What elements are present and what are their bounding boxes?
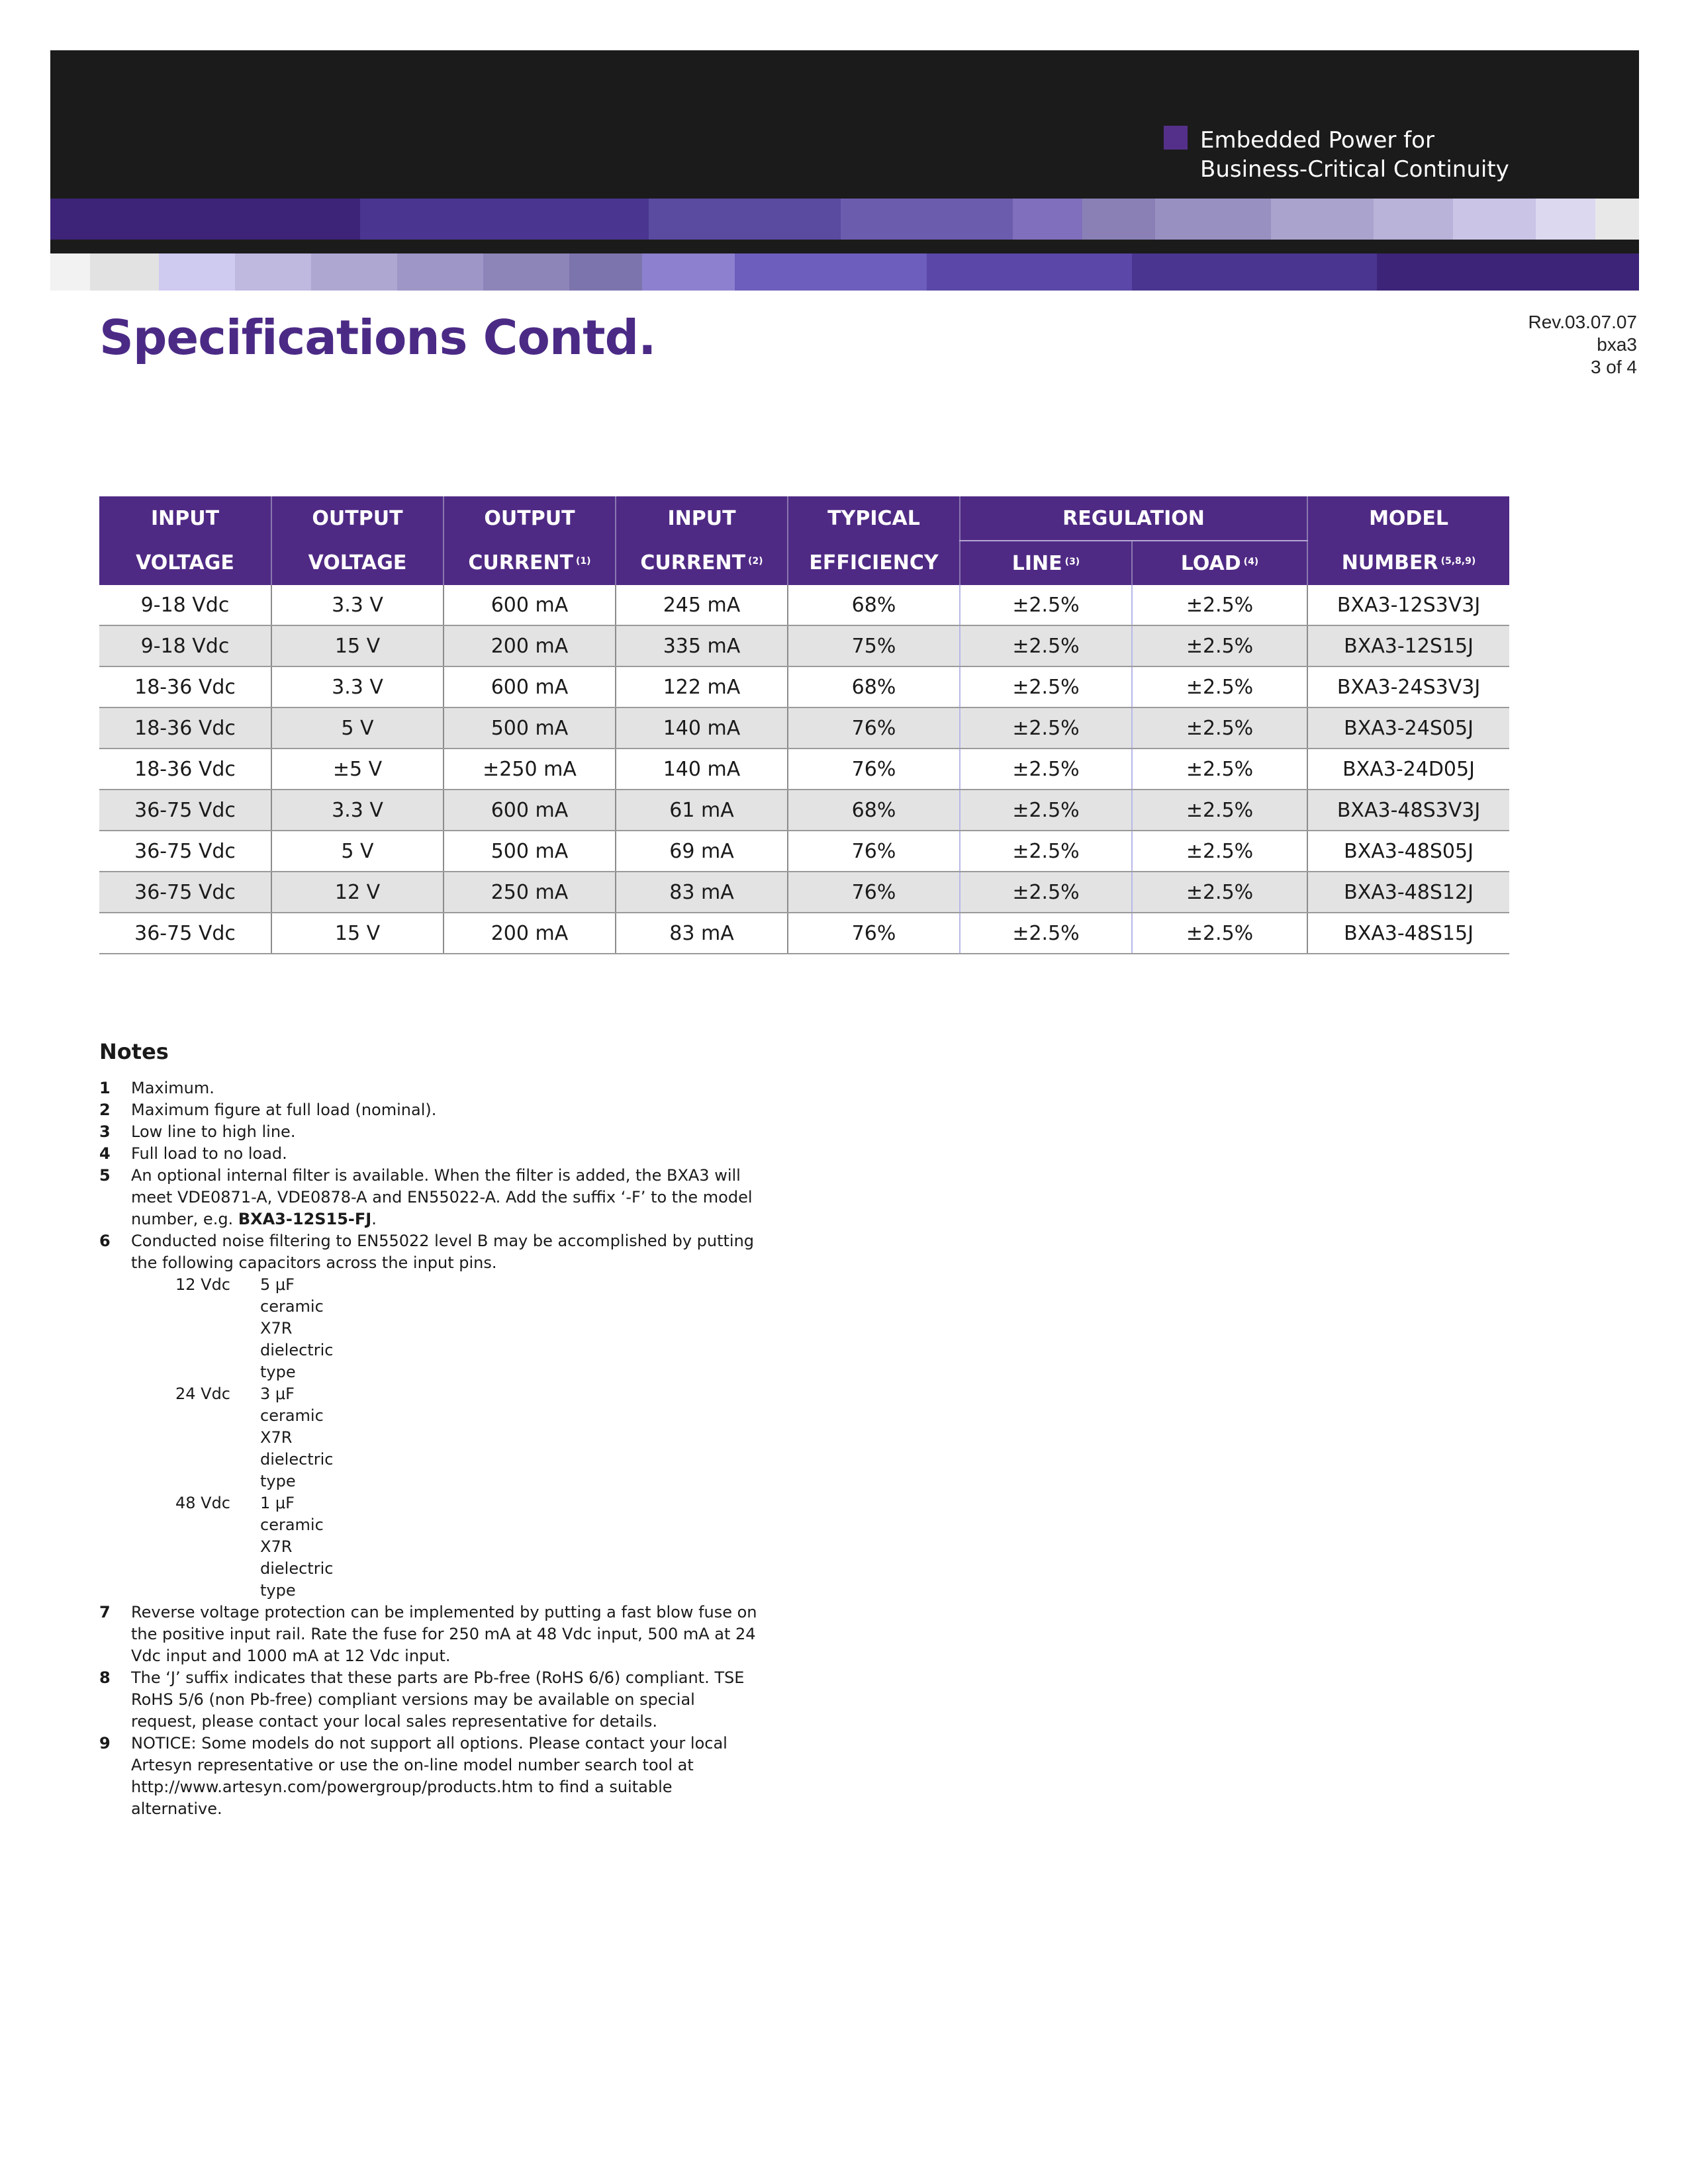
page-title: Specifications Contd. (99, 310, 656, 365)
note-item: 9 NOTICE: Some models do not support all options. Please contact your local Artesyn representative or use the on-line model number search tool at http://www.artesyn.com/powergroup/products.htm to find a suitable alternative. (99, 1734, 727, 1818)
table-cell: 500 mA (444, 707, 616, 749)
table-cell: 335 mA (616, 625, 788, 666)
header-current: CURRENT $^{(2)}$ (616, 541, 788, 585)
table-cell: ±2.5% (1132, 666, 1307, 707)
table-cell: 200 mA (444, 625, 616, 666)
header-input: INPUT (99, 496, 271, 541)
table-cell: BXA3-12S15J (1307, 625, 1509, 666)
table-cell: 76% (788, 749, 960, 790)
document-id: bxa3 (1597, 334, 1637, 355)
table-row (99, 749, 1509, 790)
table-cell: BXA3-24S05J (1307, 707, 1509, 749)
table-cell: 76% (788, 707, 960, 749)
table-cell: ±2.5% (960, 790, 1132, 831)
note-item: 4 Full load to no load. (99, 1144, 287, 1163)
table-cell: 69 mA (616, 831, 788, 872)
notes-list (99, 1077, 761, 1820)
table-cell: 15 V (271, 913, 444, 954)
table-cell: 68% (788, 585, 960, 625)
header-model: MODEL (1307, 496, 1509, 541)
table-cell: ±2.5% (960, 749, 1132, 790)
tagline (1200, 126, 1571, 184)
note-ref: (5,8,9) (1440, 556, 1476, 567)
note-ref: (4) (1243, 556, 1259, 567)
table-header-row-1 (99, 496, 1509, 541)
header-current: CURRENT $^{(1)}$ (444, 541, 616, 585)
table-cell: 61 mA (616, 790, 788, 831)
table-cell: 18-36 Vdc (99, 707, 271, 749)
header-output: OUTPUT (444, 496, 616, 541)
table-cell: 36-75 Vdc (99, 790, 271, 831)
table-row (99, 666, 1509, 707)
table-cell: 15 V (271, 625, 444, 666)
table-cell: 250 mA (444, 872, 616, 913)
table-cell: 68% (788, 790, 960, 831)
table-row (99, 625, 1509, 666)
table-cell: 500 mA (444, 831, 616, 872)
capacitor-row: 48 Vdc 1 μF ceramic X7R dielectric type (175, 1494, 334, 1600)
table-cell: 3.3 V (271, 666, 444, 707)
table-cell: ±2.5% (1132, 872, 1307, 913)
table-cell: BXA3-48S05J (1307, 831, 1509, 872)
table-cell: 68% (788, 666, 960, 707)
specifications-table (99, 496, 1509, 954)
table-cell: 9-18 Vdc (99, 625, 271, 666)
table-cell: ±2.5% (960, 585, 1132, 625)
table-cell: 36-75 Vdc (99, 872, 271, 913)
table-cell: ±2.5% (1132, 625, 1307, 666)
table-cell: 5 V (271, 707, 444, 749)
header-voltage: VOLTAGE (271, 541, 444, 585)
table-cell: 3.3 V (271, 585, 444, 625)
table-cell: 140 mA (616, 707, 788, 749)
table-cell: 75% (788, 625, 960, 666)
note-item: 5 An optional internal filter is available. When the filter is added, the BXA3 will meet VDE0871-A, VDE0878-A and EN55022-A. Add the suffix ‘-F’ to the model number, e.g. BXA3-12S15-FJ. (99, 1166, 753, 1228)
table-cell: 600 mA (444, 666, 616, 707)
header-typical: TYPICAL (788, 496, 960, 541)
table-cell: ±2.5% (1132, 749, 1307, 790)
header-number: NUMBER $^{(5,8,9)}$ (1307, 541, 1509, 585)
table-cell: 36-75 Vdc (99, 913, 271, 954)
capacitor-row: 12 Vdc 5 μF ceramic X7R dielectric type (175, 1275, 334, 1381)
header-voltage: VOLTAGE (99, 541, 271, 585)
table-cell: BXA3-24D05J (1307, 749, 1509, 790)
capacitor-table (131, 1274, 761, 1602)
tagline-line-1: Embedded Power for (1200, 127, 1434, 154)
stripe-separator (50, 240, 1639, 253)
note-item: 6 Conducted noise filtering to EN55022 level B may be accomplished by putting the following capacitors across the input pins. 12 Vdc 5 μF ceramic X7R dielectric type 24 Vdc 3 μF ceramic X7R dielectric type 48 Vdc 1 μF ceramic X7R dielectric type (99, 1230, 761, 1602)
table-cell: ±250 mA (444, 749, 616, 790)
table-cell: ±2.5% (960, 831, 1132, 872)
table-cell: ±2.5% (960, 666, 1132, 707)
table-cell: 5 V (271, 831, 444, 872)
tagline-line-2: Business-Critical Continuity (1200, 156, 1509, 183)
note-ref: (1) (576, 556, 591, 567)
note-item: 8 The ‘J’ suffix indicates that these parts are Pb-free (RoHS 6/6) compliant. TSE RoHS 5/6 (non Pb-free) compliant versions may be available on special request, please contact your local sales representative for details. (99, 1668, 745, 1731)
table-cell: ±2.5% (960, 625, 1132, 666)
revision-number: Rev.03.07.07 (1528, 312, 1637, 332)
note-item: 7 Reverse voltage protection can be implemented by putting a fast blow fuse on the positive input rail. Rate the fuse for 250 mA at 48 Vdc input, 500 mA at 24 Vdc input and 1000 mA at 12 Vdc input. (99, 1603, 757, 1665)
table-cell: 36-75 Vdc (99, 831, 271, 872)
table-cell: 76% (788, 913, 960, 954)
header-efficiency: EFFICIENCY (788, 541, 960, 585)
table-cell: ±2.5% (1132, 585, 1307, 625)
brand-square-icon (1164, 126, 1188, 150)
header-line: LINE $^{(3)}$ (960, 541, 1132, 585)
capacitor-row: 24 Vdc 3 μF ceramic X7R dielectric type (175, 1385, 334, 1490)
table-row (99, 585, 1509, 625)
table-cell: 83 mA (616, 872, 788, 913)
table-cell: BXA3-12S3V3J (1307, 585, 1509, 625)
table-cell: ±2.5% (960, 913, 1132, 954)
table-cell: 18-36 Vdc (99, 749, 271, 790)
table-cell: BXA3-24S3V3J (1307, 666, 1509, 707)
table-cell: BXA3-48S12J (1307, 872, 1509, 913)
table-cell: ±2.5% (1132, 707, 1307, 749)
table-cell: 3.3 V (271, 790, 444, 831)
header-input: INPUT (616, 496, 788, 541)
table-cell: ±2.5% (1132, 831, 1307, 872)
table-header-row-2 (99, 541, 1509, 585)
table-cell: 245 mA (616, 585, 788, 625)
table-cell: 76% (788, 831, 960, 872)
table-cell: ±2.5% (1132, 913, 1307, 954)
page-number: 3 of 4 (1590, 357, 1637, 377)
header-load: LOAD $^{(4)}$ (1132, 541, 1307, 585)
table-row (99, 913, 1509, 954)
note-item: 1 Maximum. (99, 1079, 214, 1097)
note-ref: (2) (748, 556, 763, 567)
table-cell: BXA3-48S15J (1307, 913, 1509, 954)
notes-title: Notes (99, 1039, 169, 1064)
header-regulation: REGULATION (960, 496, 1307, 541)
table-row (99, 790, 1509, 831)
table-cell: 83 mA (616, 913, 788, 954)
table-cell: 9-18 Vdc (99, 585, 271, 625)
table-cell: 140 mA (616, 749, 788, 790)
table-cell: 600 mA (444, 790, 616, 831)
note-item: 3 Low line to high line. (99, 1122, 296, 1141)
revision-block (1528, 311, 1638, 379)
table-cell: 12 V (271, 872, 444, 913)
table-row (99, 831, 1509, 872)
table-cell: ±2.5% (960, 707, 1132, 749)
table-cell: 122 mA (616, 666, 788, 707)
table-cell: 200 mA (444, 913, 616, 954)
example-model-number: BXA3-12S15-FJ (238, 1210, 372, 1228)
table-row (99, 872, 1509, 913)
table-cell: ±2.5% (1132, 790, 1307, 831)
table-cell: ±5 V (271, 749, 444, 790)
table-cell: ±2.5% (960, 872, 1132, 913)
table-cell: BXA3-48S3V3J (1307, 790, 1509, 831)
table-cell: 76% (788, 872, 960, 913)
table-row (99, 707, 1509, 749)
header-output: OUTPUT (271, 496, 444, 541)
note-item: 2 Maximum figure at full load (nominal). (99, 1101, 437, 1119)
table-cell: 18-36 Vdc (99, 666, 271, 707)
note-ref: (3) (1064, 556, 1080, 567)
table-cell: 600 mA (444, 585, 616, 625)
